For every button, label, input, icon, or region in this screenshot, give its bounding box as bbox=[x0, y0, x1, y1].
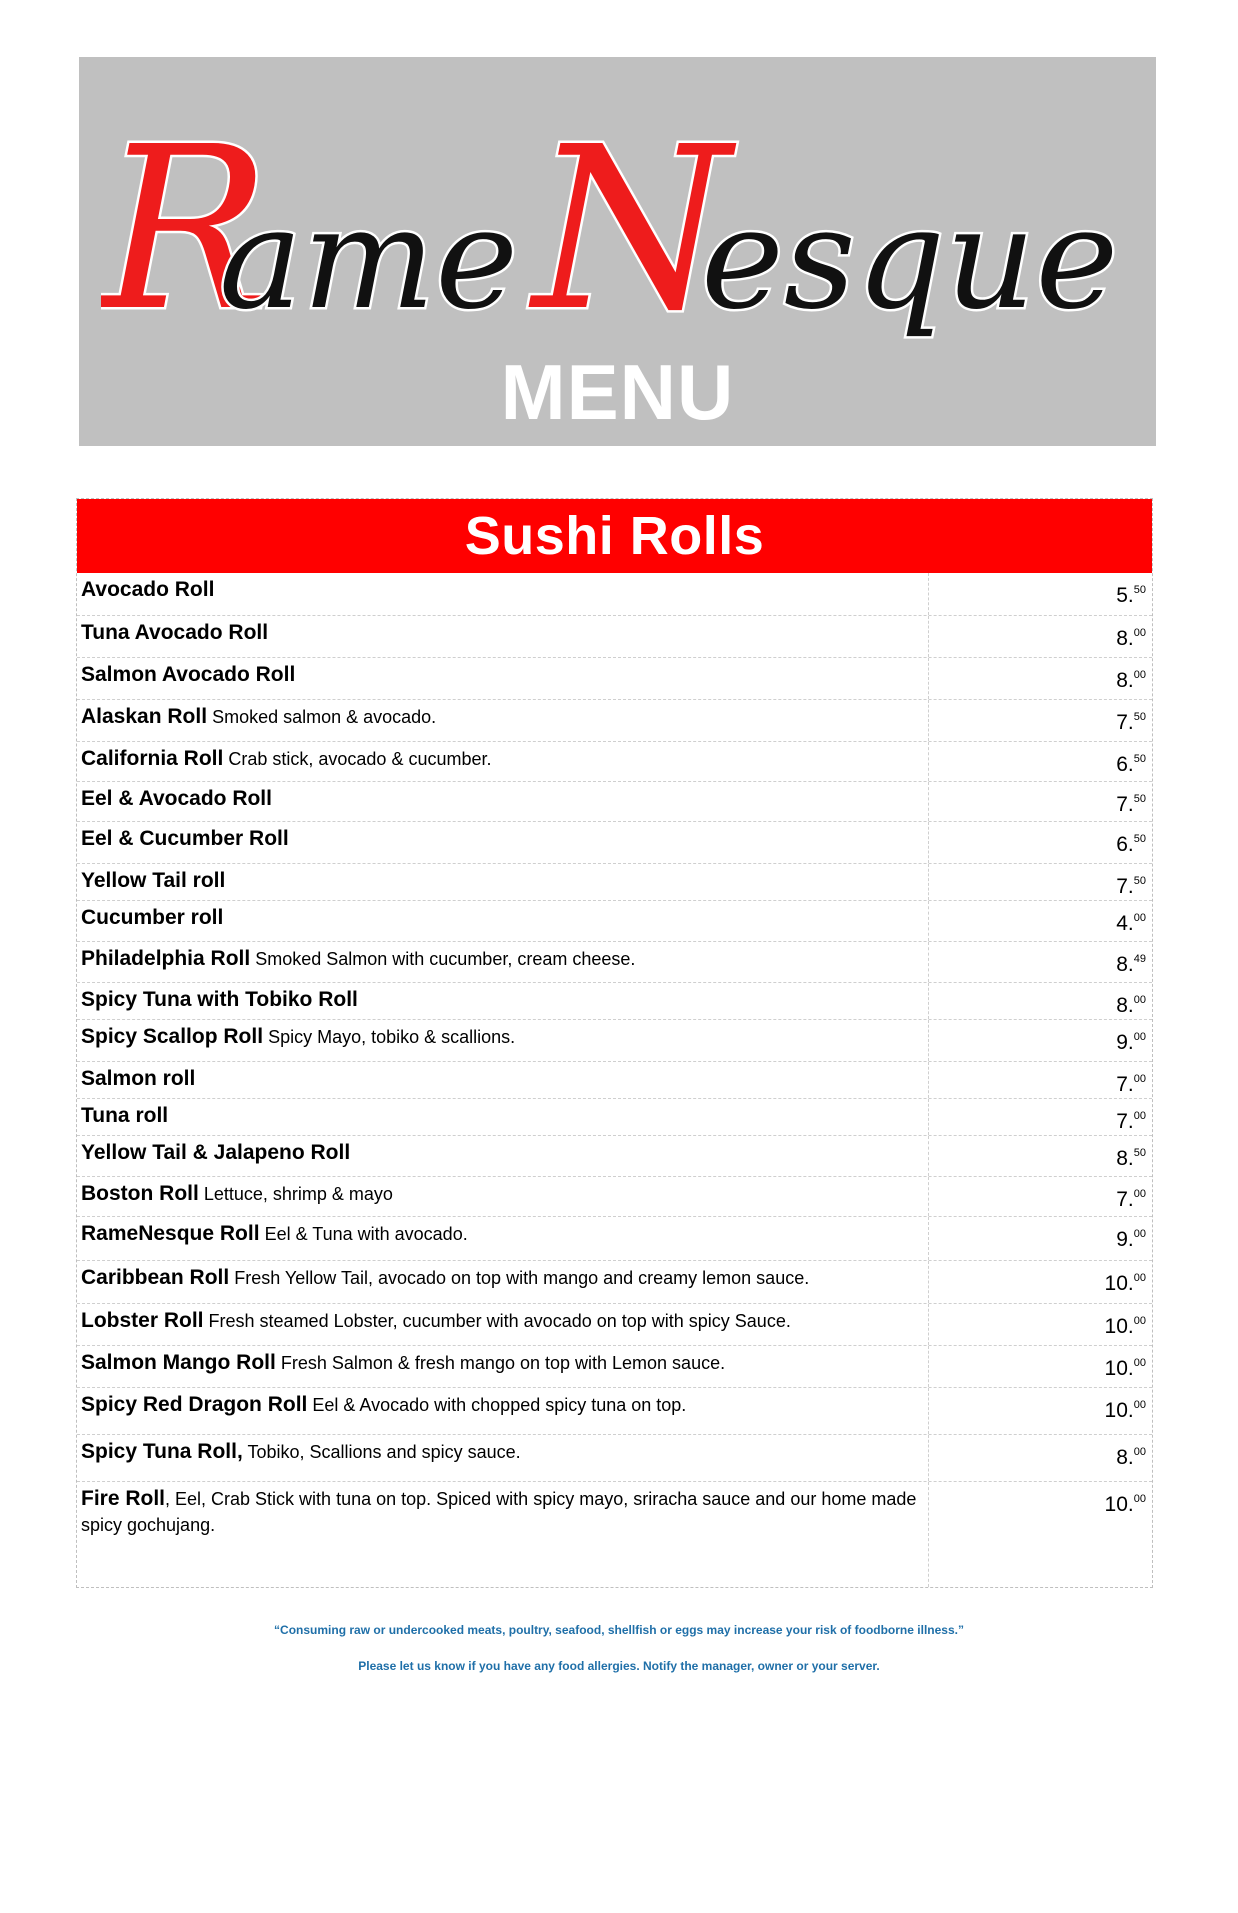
price-dollars: 4. bbox=[1116, 912, 1134, 935]
menu-item-price bbox=[929, 700, 1152, 741]
menu-item-name: Yellow Tail & Jalapeno Roll bbox=[81, 1141, 351, 1164]
price-dollars: 5. bbox=[1116, 584, 1134, 607]
menu-item-name: Yellow Tail roll bbox=[81, 869, 226, 892]
menu-item-price bbox=[929, 1136, 1152, 1176]
price-dollars: 7. bbox=[1116, 875, 1134, 898]
menu-item-price bbox=[929, 1388, 1152, 1434]
menu-item-row bbox=[77, 573, 1152, 615]
menu-item-cell bbox=[77, 942, 929, 982]
menu-item-cell bbox=[77, 1346, 929, 1387]
section-title: Sushi Rolls bbox=[77, 499, 1152, 573]
price-cents: 00 bbox=[1133, 1493, 1146, 1505]
price-dollars: 6. bbox=[1116, 833, 1134, 856]
menu-item-description: Smoked salmon & avocado. bbox=[212, 707, 437, 727]
menu-item-price bbox=[929, 782, 1152, 821]
menu-item-price bbox=[929, 1177, 1152, 1216]
menu-item-cell bbox=[77, 1099, 929, 1135]
menu-item-description: Eel & Tuna with avocado. bbox=[264, 1224, 468, 1244]
menu-item-cell bbox=[77, 616, 929, 657]
price-cents: 50 bbox=[1133, 1147, 1146, 1159]
menu-item-name: California Roll bbox=[81, 747, 224, 770]
svg-text:N: N bbox=[533, 102, 730, 361]
menu-item-name: Eel & Cucumber Roll bbox=[81, 827, 289, 850]
price-cents: 50 bbox=[1133, 711, 1146, 723]
menu-item-price bbox=[929, 1099, 1152, 1135]
svg-text:esque: esque bbox=[701, 178, 1119, 341]
menu-item-name: Boston Roll bbox=[81, 1182, 199, 1205]
menu-item-description: Eel & Avocado with chopped spicy tuna on top. bbox=[312, 1395, 687, 1415]
menu-item-cell bbox=[77, 1136, 929, 1176]
menu-item-row bbox=[77, 1098, 1152, 1135]
price-dollars: 8. bbox=[1116, 953, 1134, 976]
menu-item-row bbox=[77, 1135, 1152, 1176]
menu-item-row bbox=[77, 1481, 1152, 1587]
menu-item-name: Salmon Avocado Roll bbox=[81, 663, 296, 686]
menu-item-name: RameNesque Roll bbox=[81, 1222, 260, 1245]
price-cents: 00 bbox=[1133, 1188, 1146, 1200]
price-dollars: 8. bbox=[1116, 669, 1134, 692]
allergy-notice: Please let us know if you have any food allergies. Notify the manager, owner or your server. bbox=[358, 1659, 880, 1673]
menu-item-row bbox=[77, 1345, 1152, 1387]
brand-logo bbox=[101, 102, 1141, 362]
menu-item-cell bbox=[77, 573, 929, 615]
menu-item-name: Spicy Red Dragon Roll bbox=[81, 1393, 308, 1416]
menu-item-price bbox=[929, 983, 1152, 1019]
menu-item-price bbox=[929, 1217, 1152, 1260]
menu-item-description: Crab stick, avocado & cucumber. bbox=[228, 749, 492, 769]
menu-item-row bbox=[77, 781, 1152, 821]
menu-item-cell bbox=[77, 1304, 929, 1345]
price-cents: 50 bbox=[1133, 793, 1146, 805]
menu-item-description: Lettuce, shrimp & mayo bbox=[203, 1184, 393, 1204]
menu-item-cell bbox=[77, 1020, 929, 1061]
menu-item-price bbox=[929, 742, 1152, 781]
price-dollars: 8. bbox=[1116, 1147, 1134, 1170]
raw-food-warning: “Consuming raw or undercooked meats, poultry, seafood, shellfish or eggs may increase your risk of foodborne illness.” bbox=[274, 1623, 964, 1637]
menu-item-name: Salmon roll bbox=[81, 1067, 196, 1090]
menu-item-price bbox=[929, 1304, 1152, 1345]
menu-item-row bbox=[77, 657, 1152, 699]
price-dollars: 8. bbox=[1116, 994, 1134, 1017]
price-cents: 00 bbox=[1133, 1446, 1146, 1458]
menu-item-row bbox=[77, 982, 1152, 1019]
menu-item-name: Lobster Roll bbox=[81, 1309, 204, 1332]
menu-item-price bbox=[929, 901, 1152, 941]
menu-item-cell bbox=[77, 700, 929, 741]
price-cents: 00 bbox=[1133, 912, 1146, 924]
price-cents: 50 bbox=[1133, 753, 1146, 765]
menu-item-name: Alaskan Roll bbox=[81, 705, 208, 728]
menu-item-description: Fresh Salmon & fresh mango on top with Lemon sauce. bbox=[280, 1353, 726, 1373]
menu-item-description: Smoked Salmon with cucumber, cream cheese. bbox=[255, 949, 636, 969]
menu-item-row bbox=[77, 941, 1152, 982]
price-cents: 00 bbox=[1133, 1357, 1146, 1369]
menu-item-row bbox=[77, 863, 1152, 900]
price-dollars: 7. bbox=[1116, 793, 1134, 816]
menu-item-cell bbox=[77, 983, 929, 1019]
menu-item-row bbox=[77, 1434, 1152, 1481]
menu-item-row bbox=[77, 1387, 1152, 1434]
menu-item-row bbox=[77, 821, 1152, 863]
menu-item-name: Tuna Avocado Roll bbox=[81, 621, 269, 644]
menu-heading: MENU bbox=[500, 348, 735, 436]
menu-item-cell bbox=[77, 1482, 929, 1587]
menu-item-price bbox=[929, 1261, 1152, 1303]
price-cents: 00 bbox=[1133, 1073, 1146, 1085]
menu-item-price bbox=[929, 1062, 1152, 1098]
price-dollars: 8. bbox=[1116, 627, 1134, 650]
menu-item-row bbox=[77, 1176, 1152, 1216]
menu-item-name: Caribbean Roll bbox=[81, 1266, 230, 1289]
menu-item-description: , Eel, Crab Stick with tuna on top. Spiced with spicy mayo, sriracha sauce and our home made spicy gochujang. bbox=[81, 1489, 917, 1535]
menu-item-name: Spicy Scallop Roll bbox=[81, 1025, 264, 1048]
menu-item-cell bbox=[77, 864, 929, 900]
menu-item-row bbox=[77, 1260, 1152, 1303]
menu-item-row bbox=[77, 1216, 1152, 1260]
price-dollars: 10. bbox=[1104, 1399, 1134, 1422]
menu-item-name: Avocado Roll bbox=[81, 578, 215, 601]
price-dollars: 7. bbox=[1116, 1188, 1134, 1211]
menu-item-price bbox=[929, 573, 1152, 615]
price-cents: 00 bbox=[1133, 994, 1146, 1006]
header-banner bbox=[79, 57, 1156, 446]
menu-item-row bbox=[77, 741, 1152, 781]
price-cents: 50 bbox=[1133, 584, 1146, 596]
menu-item-row bbox=[77, 1061, 1152, 1098]
price-dollars: 9. bbox=[1116, 1031, 1134, 1054]
price-dollars: 10. bbox=[1104, 1357, 1134, 1380]
price-dollars: 6. bbox=[1116, 753, 1134, 776]
menu-item-price bbox=[929, 1020, 1152, 1061]
price-dollars: 10. bbox=[1104, 1493, 1134, 1516]
menu-item-price bbox=[929, 1346, 1152, 1387]
menu-item-cell bbox=[77, 822, 929, 863]
menu-item-name: Fire Roll bbox=[81, 1487, 166, 1510]
menu-item-cell bbox=[77, 1217, 929, 1260]
price-cents: 00 bbox=[1133, 1315, 1146, 1327]
menu-item-description: Spicy Mayo, tobiko & scallions. bbox=[268, 1027, 516, 1047]
price-dollars: 10. bbox=[1104, 1272, 1134, 1295]
menu-item-row bbox=[77, 1303, 1152, 1345]
menu-item-description: Fresh Yellow Tail, avocado on top with mango and creamy lemon sauce. bbox=[234, 1268, 810, 1288]
menu-item-price bbox=[929, 658, 1152, 699]
menu-item-cell bbox=[77, 658, 929, 699]
menu-item-price bbox=[929, 864, 1152, 900]
menu-item-name: Salmon Mango Roll bbox=[81, 1351, 276, 1374]
menu-item-cell bbox=[77, 1177, 929, 1216]
price-cents: 00 bbox=[1133, 1272, 1146, 1284]
menu-item-row bbox=[77, 615, 1152, 657]
menu-item-row bbox=[77, 900, 1152, 941]
price-dollars: 7. bbox=[1116, 1073, 1134, 1096]
menu-item-price bbox=[929, 1482, 1152, 1587]
price-cents: 00 bbox=[1133, 1228, 1146, 1240]
menu-item-name: Spicy Tuna Roll, bbox=[81, 1440, 243, 1463]
menu-item-price bbox=[929, 1435, 1152, 1481]
price-dollars: 8. bbox=[1116, 1446, 1134, 1469]
price-cents: 00 bbox=[1133, 1031, 1146, 1043]
menu-item-description: Tobiko, Scallions and spicy sauce. bbox=[247, 1442, 521, 1462]
price-dollars: 7. bbox=[1116, 711, 1134, 734]
price-cents: 49 bbox=[1133, 953, 1146, 965]
menu-item-cell bbox=[77, 782, 929, 821]
menu-item-name: Eel & Avocado Roll bbox=[81, 787, 272, 810]
menu-item-description: Fresh steamed Lobster, cucumber with avocado on top with spicy Sauce. bbox=[208, 1311, 791, 1331]
menu-items-list bbox=[77, 573, 1152, 1587]
menu-item-row bbox=[77, 1019, 1152, 1061]
price-cents: 00 bbox=[1133, 1110, 1146, 1122]
menu-item-row bbox=[77, 699, 1152, 741]
price-cents: 00 bbox=[1133, 1399, 1146, 1411]
menu-item-name: Philadelphia Roll bbox=[81, 947, 251, 970]
menu-item-name: Tuna roll bbox=[81, 1104, 169, 1127]
svg-text:ame: ame bbox=[219, 178, 519, 341]
svg-text:R: R bbox=[101, 102, 271, 361]
price-dollars: 9. bbox=[1116, 1228, 1134, 1251]
menu-item-name: Spicy Tuna with Tobiko Roll bbox=[81, 988, 358, 1011]
menu-item-cell bbox=[77, 1261, 929, 1303]
sushi-rolls-table bbox=[76, 498, 1153, 1588]
price-cents: 50 bbox=[1133, 833, 1146, 845]
menu-item-name: Cucumber roll bbox=[81, 906, 224, 929]
menu-item-cell bbox=[77, 742, 929, 781]
menu-item-price bbox=[929, 822, 1152, 863]
menu-item-cell bbox=[77, 1062, 929, 1098]
menu-item-cell bbox=[77, 901, 929, 941]
price-dollars: 7. bbox=[1116, 1110, 1134, 1133]
menu-item-cell bbox=[77, 1388, 929, 1434]
menu-item-price bbox=[929, 616, 1152, 657]
menu-item-cell bbox=[77, 1435, 929, 1481]
price-dollars: 10. bbox=[1104, 1315, 1134, 1338]
price-cents: 50 bbox=[1133, 875, 1146, 887]
price-cents: 00 bbox=[1133, 627, 1146, 639]
menu-item-price bbox=[929, 942, 1152, 982]
price-cents: 00 bbox=[1133, 669, 1146, 681]
